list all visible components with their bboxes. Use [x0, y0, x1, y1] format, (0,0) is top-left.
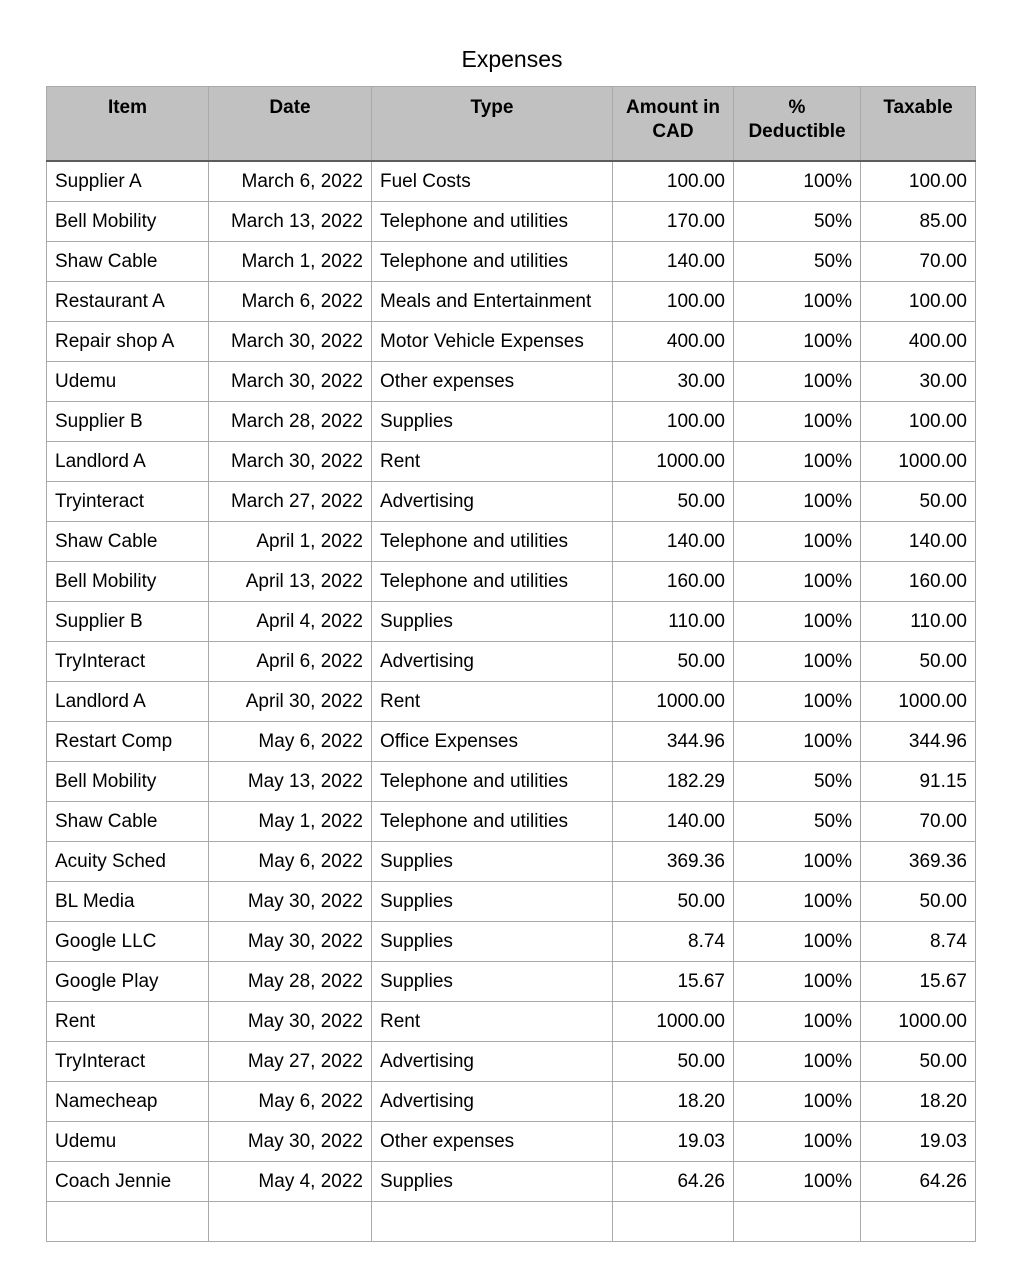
date-cell[interactable]: May 6, 2022 [209, 722, 372, 762]
table-row [47, 1082, 976, 1122]
taxable-cell[interactable]: 100.00 [861, 282, 976, 322]
taxable-cell[interactable]: 110.00 [861, 602, 976, 642]
date-cell[interactable]: May 30, 2022 [209, 1122, 372, 1162]
amount-cell[interactable]: 64.26 [613, 1162, 734, 1202]
deductible-cell[interactable]: 100% [734, 482, 861, 522]
type-cell[interactable]: Advertising [372, 482, 613, 522]
table-row [47, 322, 976, 362]
date-cell[interactable]: May 30, 2022 [209, 882, 372, 922]
deductible-cell[interactable]: 50% [734, 202, 861, 242]
date-cell[interactable]: May 6, 2022 [209, 1082, 372, 1122]
type-cell[interactable]: Telephone and utilities [372, 522, 613, 562]
taxable-cell[interactable]: 70.00 [861, 802, 976, 842]
deductible-cell[interactable]: 100% [734, 1122, 861, 1162]
item-cell[interactable]: Google LLC [47, 922, 209, 962]
taxable-cell[interactable]: 369.36 [861, 842, 976, 882]
amount-cell[interactable]: 160.00 [613, 562, 734, 602]
taxable-cell[interactable]: 140.00 [861, 522, 976, 562]
type-cell[interactable]: Supplies [372, 1162, 613, 1202]
deductible-cell[interactable]: 100% [734, 402, 861, 442]
deductible-cell[interactable]: 100% [734, 642, 861, 682]
column-header-taxable[interactable]: Taxable [861, 87, 976, 162]
amount-cell[interactable]: 1000.00 [613, 682, 734, 722]
deductible-cell[interactable]: 100% [734, 882, 861, 922]
table-row [47, 1042, 976, 1082]
item-cell[interactable]: Supplier B [47, 402, 209, 442]
deductible-cell[interactable]: 100% [734, 682, 861, 722]
date-cell[interactable]: April 4, 2022 [209, 602, 372, 642]
amount-cell[interactable]: 1000.00 [613, 1002, 734, 1042]
deductible-cell[interactable]: 100% [734, 322, 861, 362]
type-cell[interactable]: Telephone and utilities [372, 242, 613, 282]
item-cell[interactable]: Shaw Cable [47, 242, 209, 282]
date-cell[interactable]: May 28, 2022 [209, 962, 372, 1002]
table-row [47, 1162, 976, 1202]
type-cell[interactable]: Telephone and utilities [372, 202, 613, 242]
amount-cell[interactable] [613, 1202, 734, 1242]
taxable-cell[interactable]: 1000.00 [861, 682, 976, 722]
item-cell[interactable]: Supplier B [47, 602, 209, 642]
item-cell[interactable]: TryInteract [47, 642, 209, 682]
amount-cell[interactable]: 110.00 [613, 602, 734, 642]
type-cell[interactable]: Advertising [372, 642, 613, 682]
header-row [47, 87, 976, 162]
date-cell[interactable]: March 27, 2022 [209, 482, 372, 522]
column-header-deductible[interactable]: % Deductible [734, 87, 861, 162]
deductible-cell[interactable]: 100% [734, 1082, 861, 1122]
date-cell[interactable]: March 1, 2022 [209, 242, 372, 282]
deductible-cell[interactable] [734, 1202, 861, 1242]
taxable-cell[interactable]: 50.00 [861, 882, 976, 922]
date-cell[interactable]: March 30, 2022 [209, 362, 372, 402]
amount-cell[interactable]: 369.36 [613, 842, 734, 882]
amount-cell[interactable]: 50.00 [613, 642, 734, 682]
date-cell[interactable]: March 28, 2022 [209, 402, 372, 442]
taxable-cell[interactable]: 400.00 [861, 322, 976, 362]
table-row [47, 402, 976, 442]
table-row [47, 762, 976, 802]
taxable-cell[interactable]: 1000.00 [861, 1002, 976, 1042]
table-row [47, 882, 976, 922]
item-cell[interactable]: Udemu [47, 1122, 209, 1162]
type-cell[interactable]: Rent [372, 442, 613, 482]
date-cell[interactable]: April 30, 2022 [209, 682, 372, 722]
type-cell[interactable]: Supplies [372, 842, 613, 882]
type-cell[interactable]: Telephone and utilities [372, 562, 613, 602]
amount-cell[interactable]: 30.00 [613, 362, 734, 402]
type-cell[interactable]: Advertising [372, 1042, 613, 1082]
deductible-cell[interactable]: 100% [734, 161, 861, 202]
deductible-cell[interactable]: 100% [734, 1042, 861, 1082]
item-cell[interactable] [47, 1202, 209, 1242]
amount-cell[interactable]: 400.00 [613, 322, 734, 362]
amount-cell[interactable]: 15.67 [613, 962, 734, 1002]
deductible-cell[interactable]: 100% [734, 922, 861, 962]
deductible-cell[interactable]: 100% [734, 722, 861, 762]
item-cell[interactable]: Namecheap [47, 1082, 209, 1122]
amount-cell[interactable]: 50.00 [613, 1042, 734, 1082]
type-cell[interactable]: Supplies [372, 602, 613, 642]
type-cell[interactable]: Other expenses [372, 1122, 613, 1162]
date-cell[interactable]: May 1, 2022 [209, 802, 372, 842]
date-cell[interactable]: March 30, 2022 [209, 322, 372, 362]
item-cell[interactable]: Repair shop A [47, 322, 209, 362]
item-cell[interactable]: Udemu [47, 362, 209, 402]
type-cell[interactable]: Supplies [372, 402, 613, 442]
taxable-cell[interactable]: 18.20 [861, 1082, 976, 1122]
taxable-cell[interactable]: 100.00 [861, 402, 976, 442]
amount-cell[interactable]: 140.00 [613, 802, 734, 842]
table-row [47, 1002, 976, 1042]
type-cell[interactable]: Telephone and utilities [372, 762, 613, 802]
deductible-cell[interactable]: 50% [734, 802, 861, 842]
taxable-cell[interactable]: 85.00 [861, 202, 976, 242]
taxable-cell[interactable]: 1000.00 [861, 442, 976, 482]
item-cell[interactable]: Acuity Sched [47, 842, 209, 882]
deductible-cell[interactable]: 100% [734, 602, 861, 642]
date-cell[interactable]: May 30, 2022 [209, 922, 372, 962]
date-cell[interactable]: May 13, 2022 [209, 762, 372, 802]
table-row [47, 482, 976, 522]
item-cell[interactable]: Bell Mobility [47, 562, 209, 602]
item-cell[interactable]: Restart Comp [47, 722, 209, 762]
item-cell[interactable]: Supplier A [47, 161, 209, 202]
date-cell[interactable]: April 13, 2022 [209, 562, 372, 602]
type-cell[interactable]: Motor Vehicle Expenses [372, 322, 613, 362]
amount-cell[interactable]: 19.03 [613, 1122, 734, 1162]
deductible-cell[interactable]: 50% [734, 242, 861, 282]
item-cell[interactable]: Google Play [47, 962, 209, 1002]
amount-cell[interactable]: 50.00 [613, 882, 734, 922]
taxable-cell[interactable] [861, 1202, 976, 1242]
item-cell[interactable]: Restaurant A [47, 282, 209, 322]
amount-cell[interactable]: 100.00 [613, 402, 734, 442]
type-cell[interactable]: Meals and Entertainment [372, 282, 613, 322]
amount-cell[interactable]: 344.96 [613, 722, 734, 762]
amount-cell[interactable]: 100.00 [613, 282, 734, 322]
item-cell[interactable]: Bell Mobility [47, 762, 209, 802]
table-row [47, 602, 976, 642]
taxable-cell[interactable]: 50.00 [861, 482, 976, 522]
type-cell[interactable]: Rent [372, 682, 613, 722]
item-cell[interactable]: Shaw Cable [47, 522, 209, 562]
taxable-cell[interactable]: 30.00 [861, 362, 976, 402]
item-cell[interactable]: Tryinteract [47, 482, 209, 522]
deductible-cell[interactable]: 100% [734, 362, 861, 402]
item-cell[interactable]: Shaw Cable [47, 802, 209, 842]
amount-cell[interactable]: 50.00 [613, 482, 734, 522]
table-row [47, 842, 976, 882]
deductible-cell[interactable]: 100% [734, 562, 861, 602]
column-header-amount[interactable]: Amount in CAD [613, 87, 734, 162]
date-cell[interactable]: May 4, 2022 [209, 1162, 372, 1202]
taxable-cell[interactable]: 64.26 [861, 1162, 976, 1202]
taxable-cell[interactable]: 344.96 [861, 722, 976, 762]
amount-cell[interactable]: 8.74 [613, 922, 734, 962]
deductible-cell[interactable]: 100% [734, 522, 861, 562]
taxable-cell[interactable]: 8.74 [861, 922, 976, 962]
deductible-cell[interactable]: 100% [734, 282, 861, 322]
type-cell[interactable]: Rent [372, 1002, 613, 1042]
type-cell[interactable]: Supplies [372, 922, 613, 962]
type-cell[interactable]: Telephone and utilities [372, 802, 613, 842]
item-cell[interactable]: Rent [47, 1002, 209, 1042]
date-cell[interactable]: May 27, 2022 [209, 1042, 372, 1082]
table-row [47, 1202, 976, 1242]
deductible-cell[interactable]: 100% [734, 962, 861, 1002]
deductible-cell[interactable]: 50% [734, 762, 861, 802]
type-cell[interactable]: Supplies [372, 882, 613, 922]
sheet-title: Expenses [461, 46, 563, 72]
type-cell[interactable]: Other expenses [372, 362, 613, 402]
taxable-cell[interactable]: 50.00 [861, 642, 976, 682]
date-cell[interactable]: April 1, 2022 [209, 522, 372, 562]
item-cell[interactable]: Bell Mobility [47, 202, 209, 242]
item-cell[interactable]: TryInteract [47, 1042, 209, 1082]
column-header-type[interactable]: Type [372, 87, 613, 162]
taxable-cell[interactable]: 19.03 [861, 1122, 976, 1162]
amount-cell[interactable]: 170.00 [613, 202, 734, 242]
table-row [47, 722, 976, 762]
date-cell[interactable]: March 6, 2022 [209, 282, 372, 322]
deductible-cell[interactable]: 100% [734, 842, 861, 882]
amount-cell[interactable]: 1000.00 [613, 442, 734, 482]
type-cell[interactable]: Fuel Costs [372, 161, 613, 202]
date-cell[interactable] [209, 1202, 372, 1242]
date-cell[interactable]: May 6, 2022 [209, 842, 372, 882]
table-row [47, 682, 976, 722]
table-row [47, 442, 976, 482]
table-row [47, 1122, 976, 1162]
taxable-cell[interactable]: 15.67 [861, 962, 976, 1002]
deductible-cell[interactable]: 100% [734, 442, 861, 482]
taxable-cell[interactable]: 70.00 [861, 242, 976, 282]
table-row [47, 642, 976, 682]
amount-cell[interactable]: 18.20 [613, 1082, 734, 1122]
date-cell[interactable]: March 30, 2022 [209, 442, 372, 482]
date-cell[interactable]: March 13, 2022 [209, 202, 372, 242]
table-row [47, 562, 976, 602]
type-cell[interactable]: Advertising [372, 1082, 613, 1122]
deductible-cell[interactable]: 100% [734, 1002, 861, 1042]
table-row [47, 962, 976, 1002]
amount-cell[interactable]: 140.00 [613, 242, 734, 282]
expenses-table [46, 86, 976, 1242]
column-header-date[interactable]: Date [209, 87, 372, 162]
taxable-cell[interactable]: 91.15 [861, 762, 976, 802]
date-cell[interactable]: May 30, 2022 [209, 1002, 372, 1042]
deductible-cell[interactable]: 100% [734, 1162, 861, 1202]
table-row [47, 282, 976, 322]
amount-cell[interactable]: 182.29 [613, 762, 734, 802]
item-cell[interactable]: Coach Jennie [47, 1162, 209, 1202]
item-cell[interactable]: Landlord A [47, 442, 209, 482]
table-row [47, 362, 976, 402]
type-cell[interactable]: Office Expenses [372, 722, 613, 762]
type-cell[interactable] [372, 1202, 613, 1242]
taxable-cell[interactable]: 100.00 [861, 161, 976, 202]
date-cell[interactable]: March 6, 2022 [209, 161, 372, 202]
item-cell[interactable]: Landlord A [47, 682, 209, 722]
column-header-item[interactable]: Item [47, 87, 209, 162]
table-row [47, 161, 976, 202]
item-cell[interactable]: BL Media [47, 882, 209, 922]
table-row [47, 802, 976, 842]
amount-cell[interactable]: 140.00 [613, 522, 734, 562]
taxable-cell[interactable]: 50.00 [861, 1042, 976, 1082]
amount-cell[interactable]: 100.00 [613, 161, 734, 202]
taxable-cell[interactable]: 160.00 [861, 562, 976, 602]
table-row [47, 922, 976, 962]
date-cell[interactable]: April 6, 2022 [209, 642, 372, 682]
type-cell[interactable]: Supplies [372, 962, 613, 1002]
table-row [47, 242, 976, 282]
table-row [47, 522, 976, 562]
table-row [47, 202, 976, 242]
